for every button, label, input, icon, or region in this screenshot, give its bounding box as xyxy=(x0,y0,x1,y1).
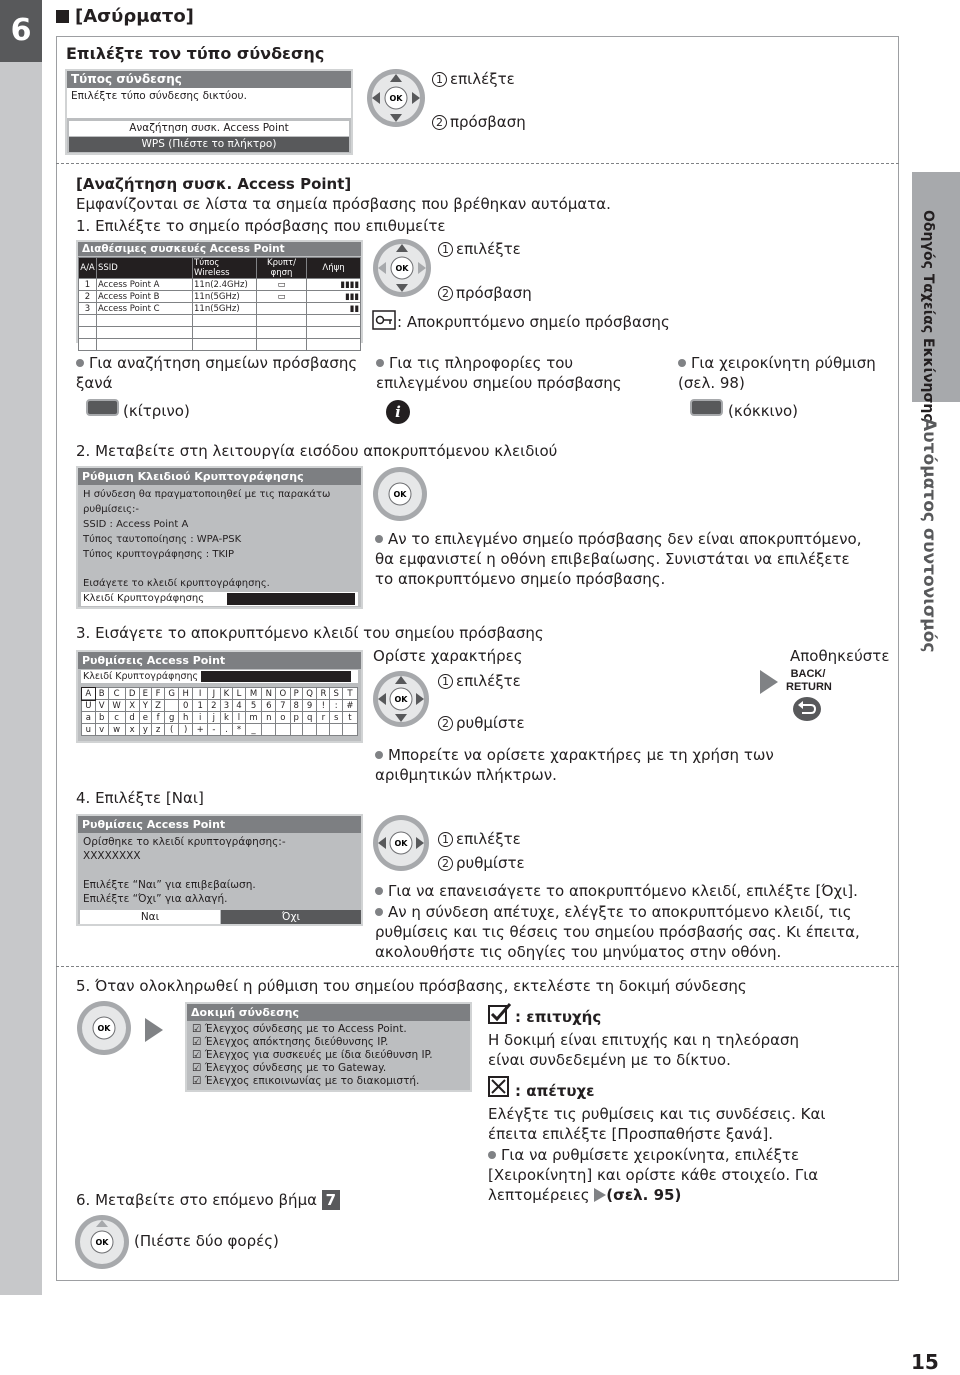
connection-test-screen xyxy=(185,1002,472,1092)
step-set: 2 ρυθμίστε xyxy=(438,854,525,872)
col-header: Κρυπτ/φηση xyxy=(257,258,307,279)
char-key[interactable]: T xyxy=(342,688,357,700)
option-search-ap[interactable]: Αναζήτηση συσκ. Access Point xyxy=(69,121,349,136)
char-key[interactable]: O xyxy=(276,688,290,700)
ap-list-screen xyxy=(76,240,363,343)
char-key[interactable]: 6 xyxy=(262,700,276,712)
char-key[interactable]: Y xyxy=(139,700,151,712)
screen-line: SSID : Access Point A xyxy=(83,519,189,530)
char-key[interactable]: - xyxy=(208,724,220,736)
success-label: : επιτυχής xyxy=(515,1008,602,1026)
page-number: 15 xyxy=(911,1350,939,1374)
char-key[interactable]: B xyxy=(95,688,108,700)
char-key[interactable]: ) xyxy=(179,724,193,736)
yellow-button-icon[interactable] xyxy=(86,399,119,416)
note-fail: Αν η σύνδεση απέτυχε, ελέγξτε το αποκρυπτόμενο κλειδί, τις ρυθμίσεις και τις θέσεις του σημείου πρόσβασής σας. Κι έπειτα, ακολουθήστε τις οδηγίες του μηνύματος στην οθόνη. xyxy=(375,903,860,961)
ap-table xyxy=(78,257,361,351)
char-key[interactable]: W xyxy=(108,700,125,712)
char-key[interactable]: 5 xyxy=(245,700,262,712)
char-key[interactable]: i xyxy=(193,712,208,724)
step-select: 1 επιλέξτε xyxy=(438,830,521,848)
search-ap-desc: Εμφανίζονται σε λίστα τα σημεία πρόσβασης που βρέθηκαν αυτόματα. xyxy=(76,195,611,213)
char-key[interactable]: : xyxy=(330,700,342,712)
col-header: SSID xyxy=(97,258,193,279)
info-icon[interactable]: i xyxy=(386,400,410,424)
char-key[interactable]: s xyxy=(330,712,342,724)
step-select: 1 επιλέξτε xyxy=(432,70,515,88)
bullet-info: Για τις πληροφορίες του επιλεγμένου σημείου πρόσβασης xyxy=(376,354,622,392)
screen-title: Τύπος σύνδεσης xyxy=(67,71,351,88)
fail-label: : απέτυχε xyxy=(515,1082,595,1100)
step6-text: 6. Μεταβείτε στο επόμενο βήμα 7 xyxy=(76,1190,340,1210)
char-key[interactable]: . xyxy=(220,724,233,736)
screen-subtitle: Επιλέξτε τύπο σύνδεσης δικτύου. xyxy=(67,88,351,118)
char-key[interactable]: 7 xyxy=(276,700,290,712)
manual-note: Για να ρυθμίσετε χειροκίνητα, επιλέξτε [Χειροκίνητη] και ορίστε κάθε στοιχείο. Για λεπτομέρειες (σελ. 95) xyxy=(488,1146,819,1204)
check-icon: ☑ xyxy=(192,1049,205,1061)
char-key[interactable]: l xyxy=(233,712,245,724)
char-key[interactable]: o xyxy=(276,712,290,724)
screen-title: Ρυθμίσεις Access Point xyxy=(78,652,361,669)
char-key[interactable]: r xyxy=(317,712,330,724)
screen-line: Τύπος κρυπτογράφησης : TKIP xyxy=(83,549,234,560)
col-header: A/A xyxy=(79,258,97,279)
arrow-right-icon xyxy=(145,1018,163,1042)
char-key[interactable] xyxy=(276,724,290,736)
col-header: Λήψη xyxy=(307,258,361,279)
char-key[interactable]: g xyxy=(165,712,179,724)
char-key[interactable]: 0 xyxy=(179,700,193,712)
screen-line: Η σύνδεση θα πραγματοποιηθεί με τις παρακάτω ρυθμίσεις:- xyxy=(83,489,331,515)
screen-line: XXXXXXXX xyxy=(83,850,141,862)
test-item: ☑ Έλεγχος επικοινωνίας με το διακομιστή. xyxy=(192,1075,420,1087)
key-note: : Αποκρυπτόμενο σημείο πρόσβασης xyxy=(397,313,670,331)
char-key[interactable]: Z xyxy=(152,700,165,712)
screen-title: Ρυθμίσεις Access Point xyxy=(78,816,361,833)
svg-text:OK: OK xyxy=(389,94,403,103)
char-key[interactable]: p xyxy=(290,712,302,724)
char-key[interactable]: F xyxy=(152,688,165,700)
step1-text: 1. Επιλέξτε το σημείο πρόσβασης που επιθυμείτε xyxy=(76,217,446,235)
divider xyxy=(56,966,899,967)
grid-row xyxy=(82,700,358,712)
char-key[interactable]: 2 xyxy=(208,700,220,712)
char-key[interactable]: t xyxy=(342,712,357,724)
screen-line: Επιλέξτε “Ναι” για επιβεβαίωση. xyxy=(83,879,256,891)
key-input[interactable] xyxy=(227,593,355,605)
char-key[interactable]: * xyxy=(233,724,245,736)
step-select: 1 επιλέξτε xyxy=(438,240,521,258)
char-key[interactable]: + xyxy=(193,724,208,736)
note-numeric: Μπορείτε να ορίσετε χαρακτήρες με τη χρήση των αριθμητικών πλήκτρων. xyxy=(375,746,774,784)
char-key[interactable] xyxy=(342,724,357,736)
char-key[interactable]: u xyxy=(82,724,96,736)
title-square-icon xyxy=(56,10,69,23)
character-grid[interactable] xyxy=(81,687,358,736)
search-ap-heading: [Αναζήτηση συσκ. Access Point] xyxy=(76,175,352,193)
fail-text: Ελέγξτε τις ρυθμίσεις και τις συνδέσεις. Και έπειτα επιλέξτε [Προσπαθήστε ξανά]. xyxy=(488,1105,826,1143)
sidebar-section-label: Αυτόματος συντονισμός xyxy=(919,418,939,653)
char-key[interactable]: P xyxy=(290,688,302,700)
bullet-manual: Για χειροκίνητη ρύθμιση (σελ. 98) xyxy=(678,354,876,392)
step2-text: 2. Μεταβείτε στη λειτουργία εισόδου αποκρυπτόμενου κλειδιού xyxy=(76,442,558,460)
step3-text: 3. Εισάγετε το αποκρυπτόμενο κλειδί του σημείου πρόσβασης xyxy=(76,624,544,642)
char-key[interactable]: y xyxy=(139,724,151,736)
char-key[interactable]: L xyxy=(233,688,245,700)
char-key[interactable]: # xyxy=(342,700,357,712)
char-key[interactable]: j xyxy=(208,712,220,724)
check-icon: ☑ xyxy=(192,1036,205,1048)
char-key[interactable] xyxy=(317,724,330,736)
svg-text:OK: OK xyxy=(393,490,407,499)
set-characters-label: Ορίστε χαρακτήρες xyxy=(373,647,523,665)
connection-type-screen xyxy=(65,69,353,155)
remote-dpad-icon[interactable] xyxy=(372,670,430,728)
check-icon: ☑ xyxy=(192,1062,205,1074)
remote-ok-icon[interactable] xyxy=(372,466,428,522)
char-key[interactable]: J xyxy=(208,688,220,700)
key-input[interactable] xyxy=(201,671,351,682)
remote-ok-icon[interactable] xyxy=(74,1214,130,1270)
success-checkbox-icon xyxy=(488,1002,512,1024)
char-key[interactable]: d xyxy=(125,712,139,724)
table-row[interactable]: 3 Access Point C 11n(5GHz) ▮▮ xyxy=(79,303,361,315)
svg-text:OK: OK xyxy=(95,1238,109,1247)
no-button[interactable]: Όχι xyxy=(221,910,361,924)
char-key[interactable]: ! xyxy=(317,700,330,712)
chapter-tab xyxy=(0,0,42,1295)
save-label: Αποθηκεύστε xyxy=(790,647,890,665)
char-key[interactable]: f xyxy=(152,712,165,724)
char-key[interactable]: D xyxy=(125,688,139,700)
remote-dpad-icon[interactable] xyxy=(372,238,432,298)
char-key[interactable]: n xyxy=(262,712,276,724)
yellow-label: (κίτρινο) xyxy=(123,402,190,420)
char-input-screen xyxy=(76,650,363,743)
char-key[interactable]: m xyxy=(245,712,262,724)
char-key[interactable]: z xyxy=(152,724,165,736)
table-row[interactable]: 1 Access Point A 11n(2.4GHz) ▭ ▮▮▮▮ xyxy=(79,279,361,291)
svg-text:OK: OK xyxy=(97,1024,111,1033)
char-key[interactable]: Q xyxy=(302,688,316,700)
char-key[interactable]: M xyxy=(245,688,262,700)
char-key[interactable]: V xyxy=(95,700,108,712)
char-key[interactable] xyxy=(262,724,276,736)
grid-row xyxy=(82,712,358,724)
grid-row xyxy=(82,724,358,736)
test-item: ☑ Έλεγχος απόκτησης διεύθυνσης IP. xyxy=(192,1036,389,1048)
svg-text:OK: OK xyxy=(394,695,408,704)
option-wps[interactable]: WPS (Πιέστε το πλήκτρο) xyxy=(69,137,349,152)
col-header: Τύπος Wireless xyxy=(193,258,257,279)
char-key[interactable]: H xyxy=(179,688,193,700)
arrow-right-icon xyxy=(594,1188,606,1202)
table-row[interactable]: 2 Access Point B 11n(5GHz) ▭ ▮▮▮ xyxy=(79,291,361,303)
svg-text:OK: OK xyxy=(394,839,408,848)
char-key[interactable]: _ xyxy=(245,724,262,736)
section-heading: Επιλέξτε τον τύπο σύνδεσης xyxy=(66,44,325,63)
screen-title: Διαθέσιμες συσκευές Access Point xyxy=(78,242,361,256)
chapter-number: 6 xyxy=(0,0,42,62)
note-confirm: Αν το επιλεγμένο σημείο πρόσβασης δεν είναι αποκρυπτόμενο, θα εμφανιστεί η οθόνη επιβεβαίωσης. Συνιστάται να επιλέξετε το αποκρυπτόμενο σημείο πρόσβασης. xyxy=(375,530,862,588)
chapter-arrow xyxy=(7,1262,37,1286)
bullet-search-again: Για αναζήτηση σημείων πρόσβασης ξανά xyxy=(76,354,358,392)
screen-line: Εισάγετε το κλειδί κρυπτογράφησης. xyxy=(83,578,270,589)
screen-line: Επιλέξτε “Όχι” για αλλαγή. xyxy=(83,893,228,905)
char-key[interactable]: a xyxy=(82,712,96,724)
check-icon: ☑ xyxy=(192,1075,205,1087)
back-return-button-icon[interactable] xyxy=(792,696,822,722)
encryption-key-screen xyxy=(76,466,363,609)
key-field[interactable]: Κλειδί Κρυπτογράφησης xyxy=(81,592,358,606)
screen-line: Τύπος ταυτοποίησης : WPA-PSK xyxy=(83,534,242,545)
key-field[interactable]: Κλειδί Κρυπτογράφησης xyxy=(81,670,358,683)
char-key[interactable]: b xyxy=(95,712,108,724)
red-label: (κόκκινο) xyxy=(728,402,799,420)
remote-dpad-icon[interactable] xyxy=(372,814,430,872)
char-key[interactable]: C xyxy=(108,688,125,700)
check-icon: ☑ xyxy=(192,1023,205,1035)
char-key[interactable]: 9 xyxy=(302,700,316,712)
char-key[interactable]: 3 xyxy=(220,700,233,712)
red-button-icon[interactable] xyxy=(690,399,723,416)
char-key[interactable] xyxy=(330,724,342,736)
char-key[interactable]: v xyxy=(95,724,108,736)
divider xyxy=(56,163,899,164)
char-key[interactable]: k xyxy=(220,712,233,724)
char-key[interactable]: A xyxy=(82,688,96,700)
char-key[interactable] xyxy=(165,700,179,712)
char-key[interactable]: q xyxy=(302,712,316,724)
svg-text:OK: OK xyxy=(395,264,409,273)
char-key[interactable]: X xyxy=(125,700,139,712)
char-key[interactable]: h xyxy=(179,712,193,724)
step-access: 2 πρόσβαση xyxy=(432,113,526,131)
press-twice: (Πιέστε δύο φορές) xyxy=(134,1232,279,1250)
char-key[interactable]: x xyxy=(125,724,139,736)
step-access: 2 πρόσβαση xyxy=(438,284,532,302)
step4-text: 4. Επιλέξτε [Ναι] xyxy=(76,789,204,807)
screen-title: Ρύθμιση Κλειδιού Κρυπτογράφησης xyxy=(78,468,361,485)
char-key[interactable]: U xyxy=(82,700,96,712)
char-key[interactable]: 8 xyxy=(290,700,302,712)
confirm-key-screen xyxy=(76,814,363,926)
char-key[interactable]: ( xyxy=(165,724,179,736)
remote-ok-icon[interactable] xyxy=(76,1000,132,1056)
step-set: 2 ρυθμίστε xyxy=(438,714,525,732)
char-key[interactable]: E xyxy=(139,688,151,700)
test-item: ☑ Έλεγχος σύνδεσης με το Access Point. xyxy=(192,1023,407,1035)
char-key[interactable]: S xyxy=(330,688,342,700)
char-key[interactable]: 1 xyxy=(193,700,208,712)
char-key[interactable]: G xyxy=(165,688,179,700)
chapter-title: [Ασύρματο] xyxy=(75,6,194,27)
char-key[interactable]: e xyxy=(139,712,151,724)
fail-checkbox-icon xyxy=(488,1076,510,1098)
char-key[interactable]: I xyxy=(193,688,208,700)
grid-row xyxy=(82,688,358,700)
sidebar-guide-label: Οδηγός Ταχείας Εκκίνησης xyxy=(920,210,936,422)
step-select: 1 επιλέξτε xyxy=(438,672,521,690)
char-key[interactable]: w xyxy=(108,724,125,736)
step5-text: 5. Όταν ολοκληρωθεί η ρύθμιση του σημείου πρόσβασης, εκτελέστε τη δοκιμή σύνδεσης xyxy=(76,977,747,995)
key-icon xyxy=(372,310,396,330)
char-key[interactable] xyxy=(290,724,302,736)
test-item: ☑ Έλεγχος για συσκευές με ίδια διεύθυνση IP. xyxy=(192,1049,433,1061)
arrow-right-icon xyxy=(760,670,778,694)
yes-button[interactable]: Ναι xyxy=(80,910,220,924)
screen-line: Ορίσθηκε το κλειδί κρυπτογράφησης:- xyxy=(83,836,286,848)
char-key[interactable]: K xyxy=(220,688,233,700)
char-key[interactable]: N xyxy=(262,688,276,700)
success-text: Η δοκιμή είναι επιτυχής και η τηλεόραση είναι συνδεδεμένη με το δίκτυο. xyxy=(488,1031,800,1069)
note-reenter: Για να επανεισάγετε το αποκρυπτόμενο κλειδί, επιλέξτε [Όχι]. xyxy=(375,881,895,901)
char-key[interactable]: 4 xyxy=(233,700,245,712)
screen-title: Δοκιμή σύνδεσης xyxy=(187,1004,470,1021)
back-return-label: BACK/ RETURN xyxy=(786,668,832,693)
next-step-badge: 7 xyxy=(322,1190,340,1210)
char-key[interactable]: R xyxy=(317,688,330,700)
test-item: ☑ Έλεγχος σύνδεσης με το Gateway. xyxy=(192,1062,387,1074)
remote-dpad-icon[interactable] xyxy=(366,68,426,128)
test-list xyxy=(187,1021,470,1090)
char-key[interactable]: c xyxy=(108,712,125,724)
char-key[interactable] xyxy=(302,724,316,736)
